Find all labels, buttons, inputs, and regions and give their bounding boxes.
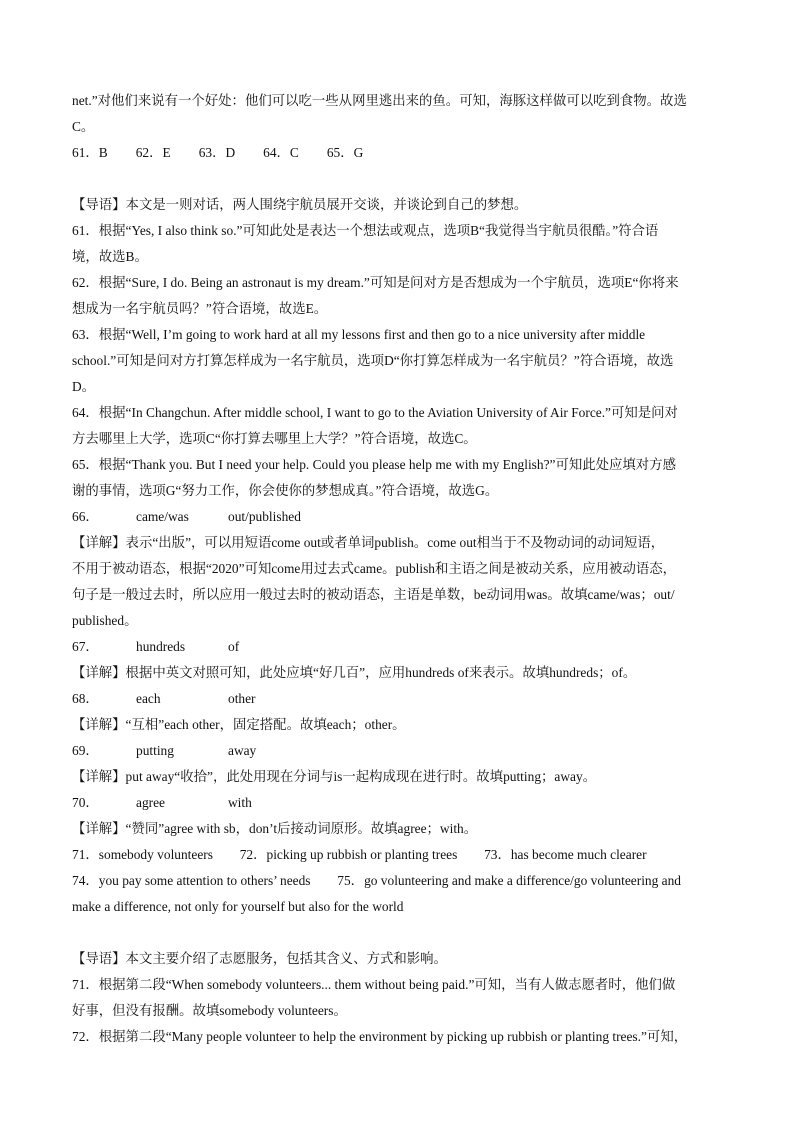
- text-line: 谢的事情，选项G“努力工作，你会使你的梦想成真。”符合语境，故选G。: [72, 483, 499, 498]
- question-number: 70．: [72, 795, 99, 810]
- answer-blank-1: came/was: [136, 509, 189, 524]
- answer-62: 62．E: [135, 145, 171, 160]
- answer-key-71-75: 74．you pay some attention to others’ needs 75．go volunteering and make a difference/go volunteering and: [72, 873, 681, 888]
- text-line: 好事，但没有报酬。故填somebody volunteers。: [72, 1003, 347, 1018]
- question-number: 67．: [72, 639, 99, 654]
- answer-68: [72, 686, 728, 712]
- text-line: net.”对他们来说有一个好处：他们可以吃一些从网里逃出来的鱼。可知，海豚这样做可以吃到食物。故选: [72, 93, 687, 108]
- answer-69: [72, 738, 728, 764]
- answer-blank-2: with: [228, 795, 252, 810]
- detail-line: 【详解】“互相”each other，固定搭配。故填each；other。: [72, 717, 406, 732]
- answer-blank-1: hundreds: [136, 639, 186, 654]
- answer-blank-2: out/published: [228, 509, 301, 524]
- answer-blank-1: each: [136, 691, 161, 706]
- detail-line: 【详解】“赞同”agree with sb，don’t后接动词原形。故填agree；with。: [72, 821, 478, 836]
- intro-line: 【导语】本文主要介绍了志愿服务，包括其含义、方式和影响。: [72, 951, 447, 966]
- detail-line: 句子是一般过去时，所以应用一般过去时的被动语态，主语是单数，be动词用was。故填came/was；out/: [72, 587, 675, 602]
- detail-line: 【详解】put away“收拾”，此处用现在分词与is一起构成现在进行时。故填putting；away。: [72, 769, 597, 784]
- answer-blank-2: other: [228, 691, 256, 706]
- answer-key-61-65: [72, 140, 728, 166]
- answer-64: 64．C: [263, 145, 299, 160]
- answer-blank-1: agree: [136, 795, 165, 810]
- text-line: C。: [72, 119, 95, 134]
- answer-key-71-75: 71．somebody volunteers 72．picking up rubbish or planting trees 73．has become much clearer: [72, 847, 647, 862]
- text-line: 境，故选B。: [72, 249, 148, 264]
- answer-70: [72, 790, 728, 816]
- text-line: school.”可知是问对方打算怎样成为一名宇航员，选项D“你打算怎样成为一名宇航员？”符合语境，故选: [72, 353, 674, 368]
- question-number: 69．: [72, 743, 99, 758]
- text-line: 61．根据“Yes, I also think so.”可知此处是表达一个想法或观点，选项B“我觉得当宇航员很酷。”符合语: [72, 223, 659, 238]
- spacer: [72, 920, 728, 946]
- answer-blank-2: of: [228, 639, 240, 654]
- answer-66: [72, 504, 728, 530]
- text-line: 71．根据第二段“When somebody volunteers... them without being paid.”可知，当有人做志愿者时，他们做: [72, 977, 676, 992]
- spacer: [72, 166, 728, 192]
- question-number: 66．: [72, 509, 99, 524]
- detail-line: 【详解】表示“出版”，可以用短语come out或者单词publish。come out相当于不及物动词的动词短语，: [72, 535, 665, 550]
- text-line: 72．根据第二段“Many people volunteer to help the environment by picking up rubbish or planting trees.”可知，: [72, 1029, 688, 1044]
- detail-line: published。: [72, 613, 138, 628]
- detail-line: 不用于被动语态，根据“2020”可知come用过去式came。publish和主语之间是被动关系，应用被动语态，: [72, 561, 677, 576]
- intro-line: 【导语】本文是一则对话，两人围绕宇航员展开交谈，并谈论到自己的梦想。: [72, 197, 528, 212]
- text-line: 想成为一名宇航员吗？”符合语境，故选E。: [72, 301, 328, 316]
- text-line: 方去哪里上大学，选项C“你打算去哪里上大学？”符合语境，故选C。: [72, 431, 477, 446]
- text-line: 62．根据“Sure, I do. Being an astronaut is my dream.”可知是问对方是否想成为一个宇航员，选项E“你将来: [72, 275, 679, 290]
- answer-67: [72, 634, 728, 660]
- answer-blank-2: away: [228, 743, 257, 758]
- text-line: 63．根据“Well, I’m going to work hard at all my lessons first and then go to a nice university after middle: [72, 327, 646, 342]
- question-number: 68．: [72, 691, 99, 706]
- answer-key-71-75: make a difference, not only for yourself but also for the world: [72, 899, 404, 914]
- answer-63: 63．D: [198, 145, 236, 160]
- text-line: 64．根据“In Changchun. After middle school, I want to go to the Aviation University of Air Force.”可知是问对: [72, 405, 678, 420]
- document-page: [72, 88, 728, 1050]
- text-line: D。: [72, 379, 96, 394]
- answer-blank-1: putting: [136, 743, 174, 758]
- answer-65: 65．G: [326, 145, 364, 160]
- detail-line: 【详解】根据中英文对照可知，此处应填“好几百”，应用hundreds of来表示。故填hundreds；of。: [72, 665, 637, 680]
- text-line: 65．根据“Thank you. But I need your help. Could you please help me with my English?”可知此处应填对方感: [72, 457, 676, 472]
- answer-61: 61．B: [72, 145, 108, 160]
